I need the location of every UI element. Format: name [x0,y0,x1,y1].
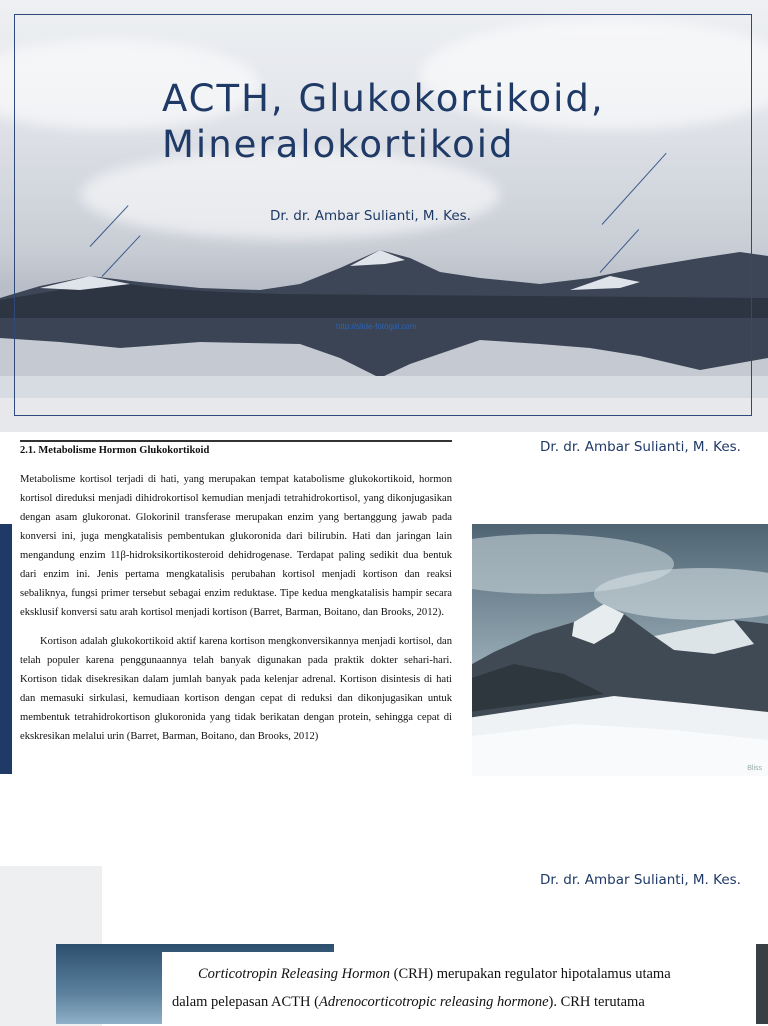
slide-author: Dr. dr. Ambar Sulianti, M. Kes. [540,439,741,455]
title-line-2: Mineralokortikoid [162,123,515,166]
content-slide [0,432,768,864]
paragraph-2: Kortison adalah glukokortikoid aktif karena kortison mengkonversikannya menjadi kortisol, dan telah populer karena penggunaannya telah banyak digunakan pada praktik dokter sehari-hari. Kortison tidak disekresikan dalam jumlah banyak pada kelenjar adrenal. Kortison disintesis di hati dan memasuki sirkulasi, kemudiaan kortison dengan cepat di reduksi dan dikonjugasikan untuk membentuk tetrahidrokortison glukoronida yang tidak berikatan dengan protein, sehingga cepat di ekskresikan melalui urin (Barret, Barman, Boitano, dan Brooks, 2012) [20,636,452,742]
crh-line-2-end: ). CRH terutama [548,994,645,1010]
slide-author: Dr. dr. Ambar Sulianti, M. Kes. [540,872,741,888]
accent-bar [0,524,12,774]
title-slide [0,0,768,432]
acth-term: Adrenocorticotropic releasing hormone [318,994,549,1010]
photo-watermark: Bliss [747,765,762,772]
author-subtitle: Dr. dr. Ambar Sulianti, M. Kes. [270,208,471,224]
crh-text-panel [162,952,756,1024]
crh-line-2-start: dalam pelepasan ACTH ( [172,994,319,1010]
slide-title [162,76,722,168]
crh-line-1-rest: (CRH) merupakan regulator hipotalamus utama [389,966,671,982]
title-line-1: ACTH, Glukokortikoid, [162,77,605,120]
document-excerpt [12,440,472,860]
crh-line-1 [172,960,746,988]
paragraph-1: Metabolisme kortisol terjadi di hati, yang merupakan tempat katabolisme glukokortikoid, hormon kortisol direduksi menjadi dihidrokortisol kemudian menjadi tetrahidrokortisol, yang dikonjugasikan dengan asam glukoronat. Glokorinil transferase merupakan enzim yang bertanggung jawab pada konversi ini, juga mengkatalisis pembentukan glukoronida dari bilirubin. Hati dan jaringan lain mengandung enzim 11β-hidroksikortikosteroid dehidrogenase. Terdapat paling sedikit dua bentuk dari enzim ini. Jenis pertama mengkatalisis perubahan kortisol menjadi kortison dan reaksi sebaliknya, fungsi primer tersebut sebagai enzim reduktase. Tipe kedua mengkatalisis hampir secara eksklusif konversi satu arah kortisol menjadi kortison (Barret, Barman, Boitano, dan Brooks, 2012). [20,474,452,618]
slide3-edge-photo [756,944,768,1024]
snow-mountain-photo [454,524,768,776]
watermark-text: http://slide-fotogal.com [336,322,417,331]
crh-line-2 [172,988,746,1016]
crh-term: Corticotropin Releasing Hormon [198,966,390,982]
section-heading: 2.1. Metabolisme Hormon Glukokortikoid [20,440,452,456]
